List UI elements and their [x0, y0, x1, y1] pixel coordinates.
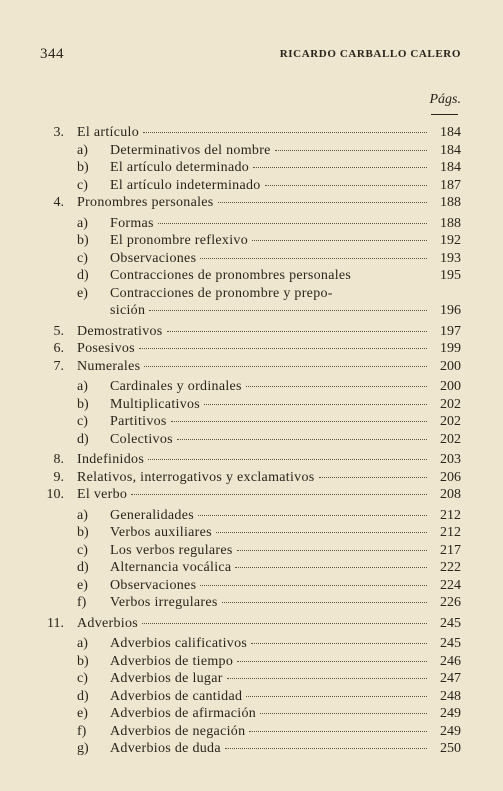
toc-entry	[0, 577, 503, 595]
dot-leader	[237, 660, 427, 662]
entry-page-number: 192	[440, 233, 461, 248]
entry-line	[110, 594, 461, 612]
toc-entry	[0, 635, 503, 653]
toc-entry	[0, 705, 503, 723]
entry-page-number: 184	[440, 160, 461, 175]
entry-title: Colectivos	[110, 431, 173, 447]
entry-line	[110, 413, 461, 431]
entry-title: Posesivos	[77, 341, 135, 356]
dot-leader	[171, 420, 427, 422]
subsection-letter: d)	[77, 268, 89, 283]
dot-leader	[249, 730, 427, 732]
subsection-letter: f)	[77, 595, 87, 610]
dot-leader	[167, 330, 427, 332]
subsection-letter: e)	[77, 577, 88, 593]
toc-entry	[0, 378, 503, 396]
entry-line	[110, 431, 461, 449]
dot-leader	[142, 622, 427, 624]
toc-entry	[0, 250, 503, 268]
entry-page-number: 206	[440, 469, 461, 485]
entry-title: Pronombres personales	[77, 195, 214, 210]
dot-leader	[265, 184, 427, 186]
entry-page-number: 245	[440, 636, 461, 651]
entry-page-number: 224	[440, 577, 461, 593]
entry-page-number: 250	[440, 741, 461, 756]
entry-title: Generalidades	[110, 507, 194, 523]
subsection-letter: b)	[77, 396, 89, 412]
dot-leader	[198, 514, 427, 516]
entry-line	[110, 302, 461, 320]
dot-leader	[235, 566, 427, 568]
toc-entry	[0, 358, 503, 376]
entry-page-number: 184	[440, 125, 461, 140]
toc-entry	[0, 507, 503, 525]
entry-page-number: 200	[440, 379, 461, 394]
section-number: 8.	[53, 452, 64, 467]
subsection-letter: d)	[77, 431, 89, 447]
entry-page-number: 184	[440, 142, 461, 158]
subsection-letter: a)	[77, 379, 88, 394]
entry-title: Adverbios de negación	[110, 723, 246, 739]
entry-page-number: 199	[440, 341, 461, 356]
entry-title: Multiplicativos	[110, 396, 201, 412]
entry-line	[77, 340, 461, 358]
dot-leader	[218, 201, 427, 203]
entry-line	[110, 267, 461, 285]
entry-title: Cardinales y ordinales	[110, 379, 242, 394]
dot-leader	[222, 601, 427, 603]
entry-page-number: 193	[440, 250, 461, 266]
toc-entry	[0, 486, 503, 504]
entry-title: Demostrativos	[77, 323, 163, 339]
entry-title: El artículo determinado	[110, 160, 250, 175]
section-number: 11.	[47, 615, 64, 631]
dot-leader	[260, 712, 427, 714]
entry-line	[110, 250, 461, 268]
subsection-letter: a)	[77, 636, 88, 651]
entry-line	[110, 577, 461, 595]
section-number: 6.	[53, 341, 64, 356]
entry-page-number: 200	[440, 358, 461, 374]
entry-line	[77, 358, 461, 376]
entry-page-number: 245	[440, 615, 461, 631]
entry-page-number: 246	[440, 653, 461, 669]
dot-leader	[143, 131, 427, 133]
dot-leader	[158, 222, 427, 224]
section-number: 7.	[53, 358, 64, 374]
entry-page-number: 202	[440, 431, 461, 447]
toc-entry	[0, 142, 503, 160]
section-number: 5.	[53, 323, 64, 339]
toc-entry	[0, 653, 503, 671]
entry-title: Adverbios de tiempo	[110, 653, 234, 669]
toc-entry	[0, 670, 503, 688]
subsection-letter: d)	[77, 688, 89, 704]
entry-title: Adverbios de lugar	[110, 671, 223, 686]
toc-entry	[0, 413, 503, 431]
entry-line	[110, 524, 461, 542]
toc-entry	[0, 469, 503, 487]
toc-entry	[0, 302, 503, 320]
toc-entry	[0, 451, 503, 469]
entry-line	[110, 142, 461, 160]
entry-line	[110, 507, 461, 525]
entry-line	[110, 723, 461, 741]
toc-entry	[0, 340, 503, 358]
toc-entry	[0, 559, 503, 577]
dot-leader	[319, 476, 427, 478]
entry-page-number: 195	[440, 268, 461, 283]
page-header	[40, 46, 461, 66]
dot-leader	[275, 149, 427, 151]
entry-line	[77, 194, 461, 212]
entry-line	[110, 635, 461, 653]
entry-line	[77, 124, 461, 142]
entry-page-number: 202	[440, 414, 461, 429]
entry-page-number: 222	[440, 560, 461, 575]
entry-line	[77, 615, 461, 633]
page-number: 344	[40, 46, 64, 62]
entry-line	[110, 542, 461, 560]
entry-line	[77, 486, 461, 504]
entry-line	[110, 215, 461, 233]
section-number: 10.	[46, 487, 64, 502]
toc-entry	[0, 396, 503, 414]
entry-line	[110, 559, 461, 577]
entry-page-number: 202	[440, 396, 461, 412]
entry-title: Observaciones	[110, 250, 197, 266]
entry-page-number: 217	[440, 542, 461, 558]
subsection-letter: c)	[77, 542, 88, 558]
entry-title: Verbos auxiliares	[110, 525, 212, 540]
entry-line	[110, 378, 461, 396]
entry-title: Adverbios de cantidad	[110, 688, 243, 704]
entry-title: Adverbios calificativos	[110, 636, 248, 651]
entry-line	[77, 323, 461, 341]
subsection-letter: a)	[77, 507, 88, 523]
entry-line	[110, 177, 461, 195]
dot-leader	[251, 642, 427, 644]
entry-title: Contracciones de pronombre y prepo-	[110, 285, 333, 301]
subsection-letter: c)	[77, 414, 88, 429]
subsection-letter: a)	[77, 142, 88, 158]
entry-line	[110, 705, 461, 723]
entry-line	[110, 159, 461, 177]
dot-leader	[246, 385, 427, 387]
toc-entry	[0, 524, 503, 542]
subsection-letter: g)	[77, 741, 89, 756]
entry-title: Los verbos regulares	[110, 542, 233, 558]
toc-entry	[0, 594, 503, 612]
subsection-letter: c)	[77, 671, 88, 686]
entry-title: Relativos, interrogativos y exclamativos	[77, 469, 315, 485]
dot-leader	[227, 677, 427, 679]
entry-page-number: 188	[440, 195, 461, 210]
entry-title: El artículo	[77, 125, 140, 140]
dot-leader	[225, 747, 427, 749]
subsection-letter: f)	[77, 723, 87, 739]
dot-leader	[237, 549, 427, 551]
subsection-letter: b)	[77, 160, 89, 175]
entry-line	[110, 653, 461, 671]
toc-entry	[0, 215, 503, 233]
subsection-letter: c)	[77, 177, 88, 193]
dot-leader	[252, 239, 427, 241]
subsection-letter: b)	[77, 525, 89, 540]
entry-line	[110, 285, 461, 303]
entry-title: Adverbios de duda	[110, 741, 221, 756]
entry-title: Contracciones de pronombres personales	[110, 268, 352, 283]
entry-title: Indefinidos	[77, 452, 145, 467]
entry-page-number: 208	[440, 487, 461, 502]
entry-page-number: 248	[440, 688, 461, 704]
dot-leader	[131, 493, 427, 495]
toc-entry	[0, 267, 503, 285]
dot-leader	[216, 531, 427, 533]
subsection-letter: a)	[77, 215, 88, 231]
entry-page-number: 249	[440, 706, 461, 721]
entry-line	[110, 688, 461, 706]
subsection-letter: b)	[77, 653, 89, 669]
dot-leader	[246, 695, 427, 697]
entry-line	[77, 451, 461, 469]
entry-title: Partitivos	[110, 414, 167, 429]
subsection-letter: e)	[77, 706, 88, 721]
entry-title: Numerales	[77, 358, 141, 374]
entry-line	[110, 232, 461, 250]
entry-line	[110, 396, 461, 414]
section-number: 4.	[53, 195, 64, 210]
subsection-letter: e)	[77, 285, 88, 301]
entry-line	[77, 469, 461, 487]
toc-entry	[0, 542, 503, 560]
toc-entry	[0, 431, 503, 449]
dot-leader	[148, 458, 427, 460]
dot-leader	[200, 257, 427, 259]
entry-line	[110, 670, 461, 688]
toc-entry	[0, 740, 503, 758]
dot-leader	[204, 403, 427, 405]
section-number: 3.	[53, 125, 64, 140]
toc-entry	[0, 177, 503, 195]
entry-page-number: 249	[440, 723, 461, 739]
entry-page-number: 247	[440, 671, 461, 686]
dot-leader	[144, 365, 427, 367]
subsection-letter: c)	[77, 250, 88, 266]
entry-title: Adverbios	[77, 615, 139, 631]
entry-title: El pronombre reflexivo	[110, 233, 249, 248]
pages-column-header: Págs.	[429, 92, 461, 107]
dot-leader	[177, 438, 427, 440]
toc-entry	[0, 723, 503, 741]
entry-title: Observaciones	[110, 577, 197, 593]
toc-entry	[0, 323, 503, 341]
entry-page-number: 212	[440, 525, 461, 540]
dot-leader	[139, 347, 427, 349]
entry-page-number: 187	[440, 177, 461, 193]
dot-leader	[149, 309, 427, 311]
entry-title: Verbos irregulares	[110, 595, 218, 610]
dot-leader	[253, 166, 427, 168]
entry-title: Adverbios de afirmación	[110, 706, 257, 721]
entry-page-number: 212	[440, 507, 461, 523]
subsection-letter: b)	[77, 233, 89, 248]
toc-entry	[0, 615, 503, 633]
subsection-letter: d)	[77, 560, 89, 575]
table-of-contents	[0, 121, 503, 758]
pages-header-rule	[431, 114, 458, 115]
entry-title: Determinativos del nombre	[110, 142, 271, 158]
toc-entry	[0, 124, 503, 142]
entry-title: Alternancia vocálica	[110, 560, 232, 575]
section-number: 9.	[53, 469, 64, 485]
entry-line	[110, 740, 461, 758]
toc-entry	[0, 159, 503, 177]
entry-page-number: 196	[440, 303, 461, 318]
entry-title: sición	[110, 303, 146, 318]
entry-page-number: 226	[440, 595, 461, 610]
dot-leader	[200, 584, 427, 586]
entry-title: El verbo	[77, 487, 128, 502]
toc-entry	[0, 285, 503, 303]
toc-entry	[0, 688, 503, 706]
running-head: RICARDO CARBALLO CALERO	[279, 48, 461, 60]
toc-entry	[0, 232, 503, 250]
toc-entry	[0, 194, 503, 212]
entry-title: El artículo indeterminado	[110, 177, 261, 193]
entry-page-number: 197	[440, 323, 461, 339]
entry-page-number: 203	[440, 452, 461, 467]
entry-title: Formas	[110, 215, 154, 231]
entry-page-number: 188	[440, 215, 461, 231]
